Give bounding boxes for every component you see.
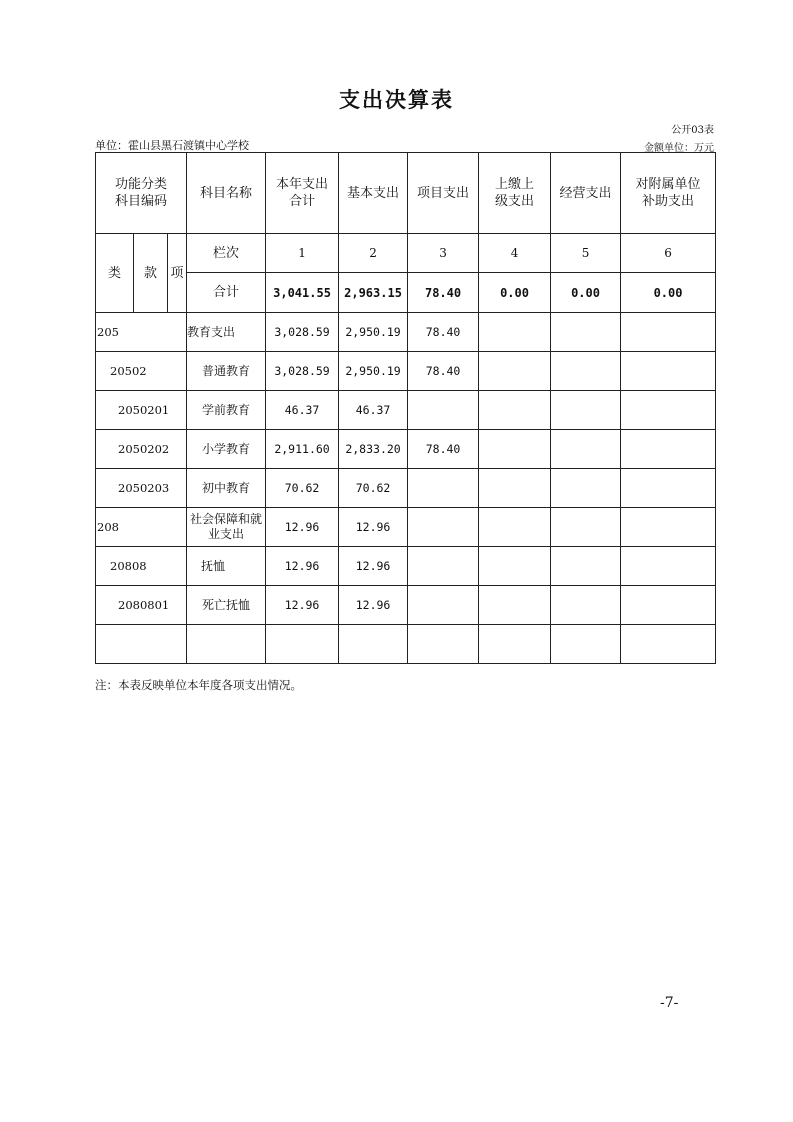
row-value: 2,833.20 [339,430,408,469]
total-value: 0.00 [551,273,621,313]
row-value [551,391,621,430]
total-label: 合计 [187,273,266,313]
expenditure-table [95,152,716,664]
row-name: 教育支出 [187,313,266,352]
table-row [96,586,716,625]
row-value [551,352,621,391]
table-row [96,469,716,508]
row-value: 46.37 [339,391,408,430]
row-code: 20808 [96,547,187,586]
col-number: 2 [339,234,408,273]
row-value: 78.40 [408,430,479,469]
row-value: 12.96 [266,586,339,625]
col-header-project: 项目支出 [408,153,479,234]
col-number: 4 [479,234,551,273]
row-value [621,469,716,508]
row-name: 死亡抚恤 [187,586,266,625]
row-value [551,586,621,625]
row-value [551,313,621,352]
row-value: 2,950.19 [339,313,408,352]
col-number: 3 [408,234,479,273]
col-header-total: 本年支出合计 [266,153,339,234]
row-code: 2050201 [96,391,187,430]
total-value: 78.40 [408,273,479,313]
row-value: 12.96 [266,508,339,547]
row-name: 抚恤 [187,547,266,586]
row-value [479,313,551,352]
row-value: 12.96 [339,586,408,625]
col-header-remit: 上缴上级支出 [479,153,551,234]
row-value [339,625,408,664]
table-row [96,391,716,430]
row-code [96,625,187,664]
lanci-label: 栏次 [187,234,266,273]
row-value [408,391,479,430]
table-row [96,352,716,391]
row-value: 46.37 [266,391,339,430]
unit-label: 单位：霍山县黑石渡镇中心学校 [95,139,249,152]
row-value: 70.62 [339,469,408,508]
total-value: 0.00 [479,273,551,313]
table-row [96,430,716,469]
table-row [96,625,716,664]
row-value [479,508,551,547]
row-name: 社会保障和就业支出 [187,508,266,547]
currency-unit-label: 金额单位：万元 [644,143,714,154]
total-row [96,273,716,313]
col-header-operating: 经营支出 [551,153,621,234]
row-code: 2050203 [96,469,187,508]
row-name [187,625,266,664]
row-value [408,625,479,664]
row-value: 12.96 [266,547,339,586]
row-value [479,391,551,430]
table-note: 注：本表反映单位本年度各项支出情况。 [95,678,302,692]
row-value [551,625,621,664]
row-value [551,430,621,469]
row-value: 3,028.59 [266,313,339,352]
row-value [479,469,551,508]
row-value [479,352,551,391]
row-value [621,313,716,352]
row-value [479,586,551,625]
row-code: 20502 [96,352,187,391]
row-value: 2,950.19 [339,352,408,391]
row-value [266,625,339,664]
row-value [551,547,621,586]
row-value: 3,028.59 [266,352,339,391]
row-name: 普通教育 [187,352,266,391]
func-code-header: 功能分类科目编码 [96,153,187,234]
row-value: 78.40 [408,352,479,391]
col-number: 6 [621,234,716,273]
table-row [96,508,716,547]
row-value [408,586,479,625]
col-header-subsidy: 对附属单位补助支出 [621,153,716,234]
header-row [96,153,716,234]
total-value: 0.00 [621,273,716,313]
table-row [96,313,716,352]
table-row [96,547,716,586]
row-value: 12.96 [339,547,408,586]
row-value [479,625,551,664]
row-value [621,391,716,430]
row-value [621,508,716,547]
row-value [621,586,716,625]
column-number-row [96,234,716,273]
row-value [621,430,716,469]
col-number: 1 [266,234,339,273]
row-value: 78.40 [408,313,479,352]
row-name: 学前教育 [187,391,266,430]
row-value [551,469,621,508]
xiang-header: 项 [168,234,187,313]
row-value [479,430,551,469]
row-value [621,352,716,391]
row-value: 2,911.60 [266,430,339,469]
row-value [408,547,479,586]
row-code: 208 [96,508,187,547]
row-value [551,508,621,547]
row-value [621,625,716,664]
row-name: 初中教育 [187,469,266,508]
page-title: 支出决算表 [339,88,454,112]
row-value [479,547,551,586]
form-number: 公开03表 [671,125,714,136]
kuan-header: 款 [134,234,168,313]
lei-header: 类 [96,234,134,313]
row-value: 12.96 [339,508,408,547]
col-number: 5 [551,234,621,273]
row-value [621,547,716,586]
col-header-basic: 基本支出 [339,153,408,234]
row-name: 小学教育 [187,430,266,469]
total-value: 3,041.55 [266,273,339,313]
row-value [408,469,479,508]
row-code: 2080801 [96,586,187,625]
subject-name-header: 科目名称 [187,153,266,234]
row-value: 70.62 [266,469,339,508]
page-number: -7- [660,995,679,1011]
total-value: 2,963.15 [339,273,408,313]
row-code: 205 [96,313,187,352]
row-code: 2050202 [96,430,187,469]
row-value [408,508,479,547]
